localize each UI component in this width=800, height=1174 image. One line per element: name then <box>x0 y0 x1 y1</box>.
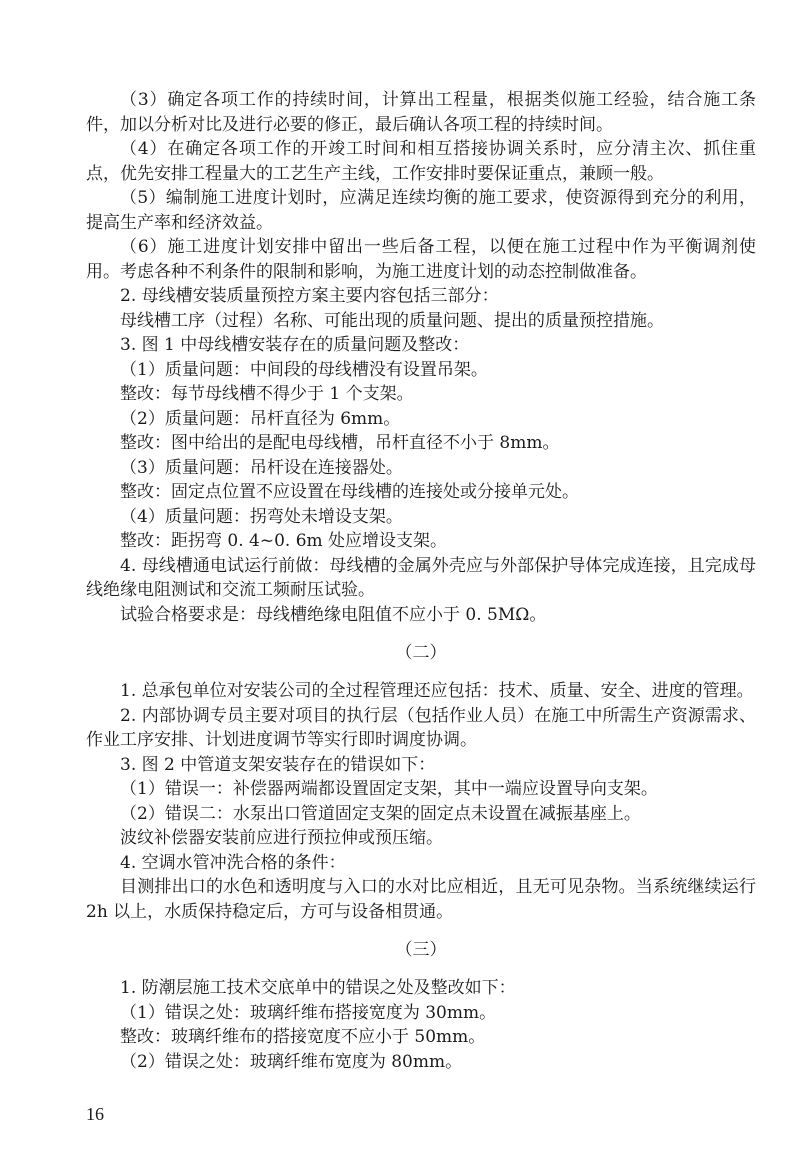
paragraph: （3）确定各项工作的持续时间，计算出工程量，根据类似施工经验，结合施工条件，加以分析对比及进行必要的修正，最后确认各项工程的持续时间。 <box>86 90 756 135</box>
page-number: 16 <box>86 1104 104 1124</box>
paragraph: （1）错误一：补偿器两端都设置固定支架，其中一端应设置导向支架。 <box>120 779 658 799</box>
paragraph: 3. 图 1 中母线槽安装存在的质量问题及整改： <box>120 335 470 355</box>
paragraph: 整改：每节母线槽不得少于 1 个支架。 <box>120 384 414 404</box>
paragraph: 3. 图 2 中管道支架安装存在的错误如下： <box>120 754 436 775</box>
page-content <box>86 88 756 1074</box>
paragraph: （2）质量问题：吊杆直径为 6mm。 <box>120 408 401 429</box>
paragraph: （4）质量问题：拐弯处未增设支架。 <box>120 506 403 527</box>
paragraph: （1）质量问题：中间段的母线槽没有设置吊架。 <box>120 359 488 380</box>
paragraph: 2. 内部协调专员主要对项目的执行层（包括作业人员）在施工中所需生产资源需求、作业工序安排、计划进度调节等实行即时调度协调。 <box>86 705 756 750</box>
paragraph: 整改：图中给出的是配电母线槽，吊杆直径不小于 8mm。 <box>120 433 560 453</box>
paragraph: 目测排出口的水色和透明度与入口的水对比应相近，且无可见杂物。当系统继续运行 2h 以上，水质保持稳定后，方可与设备相贯通。 <box>86 877 756 922</box>
paragraph: （4）在确定各项工作的开竣工时间和相互搭接协调关系时，应分清主次、抓住重点，优先安排工程量大的工艺生产主线，工作安排时要保证重点，兼顾一般。 <box>86 139 756 184</box>
paragraph: 整改：距拐弯 0. 4~0. 6m 处应增设支架。 <box>120 531 448 551</box>
paragraph: 4. 空调水管冲洗合格的条件： <box>120 852 346 873</box>
section-heading: （三） <box>395 940 447 960</box>
paragraph: （2）错误之处：玻璃纤维布宽度为 80mm。 <box>120 1051 463 1072</box>
paragraph: 1. 防潮层施工技术交底单中的错误之处及整改如下： <box>120 978 516 998</box>
paragraph: 4. 母线槽通电试运行前做：母线槽的金属外壳应与外部保护导体完成连接，且完成母线绝缘电阻测试和交流工频耐压试验。 <box>86 555 756 600</box>
section-heading: （二） <box>395 643 447 663</box>
paragraph: （3）质量问题：吊杆设在连接器处。 <box>120 457 403 478</box>
paragraph: （6）施工进度计划安排中留出一些后备工程，以便在施工过程中作为平衡调剂使用。考虑各种不利条件的限制和影响，为施工进度计划的动态控制做准备。 <box>86 237 756 282</box>
paragraph: （2）错误二：水泵出口管道固定支架的固定点未设置在减振基座上。 <box>120 803 641 824</box>
paragraph: （1）错误之处：玻璃纤维布搭接宽度为 30mm。 <box>120 1002 497 1023</box>
paragraph: 母线槽工序（过程）名称、可能出现的质量问题、提出的质量预控措施。 <box>120 310 664 331</box>
paragraph: 整改：玻璃纤维布的搭接宽度不应小于 50mm。 <box>120 1027 486 1047</box>
paragraph: 2. 母线槽安装质量预控方案主要内容包括三部分： <box>120 286 499 306</box>
paragraph: 整改：固定点位置不应设置在母线槽的连接处或分接单元处。 <box>120 482 579 502</box>
paragraph: 1. 总承包单位对安装公司的全过程管理还应包括：技术、质量、安全、进度的管理。 <box>120 681 754 701</box>
paragraph: （5）编制施工进度计划时，应满足连续均衡的施工要求，使资源得到充分的利用，提高生产率和经济效益。 <box>86 188 756 233</box>
paragraph: 试验合格要求是：母线槽绝缘电阻值不应小于 0. 5MΩ。 <box>120 604 547 625</box>
paragraph: 波纹补偿器安装前应进行预拉伸或预压缩。 <box>120 828 443 848</box>
